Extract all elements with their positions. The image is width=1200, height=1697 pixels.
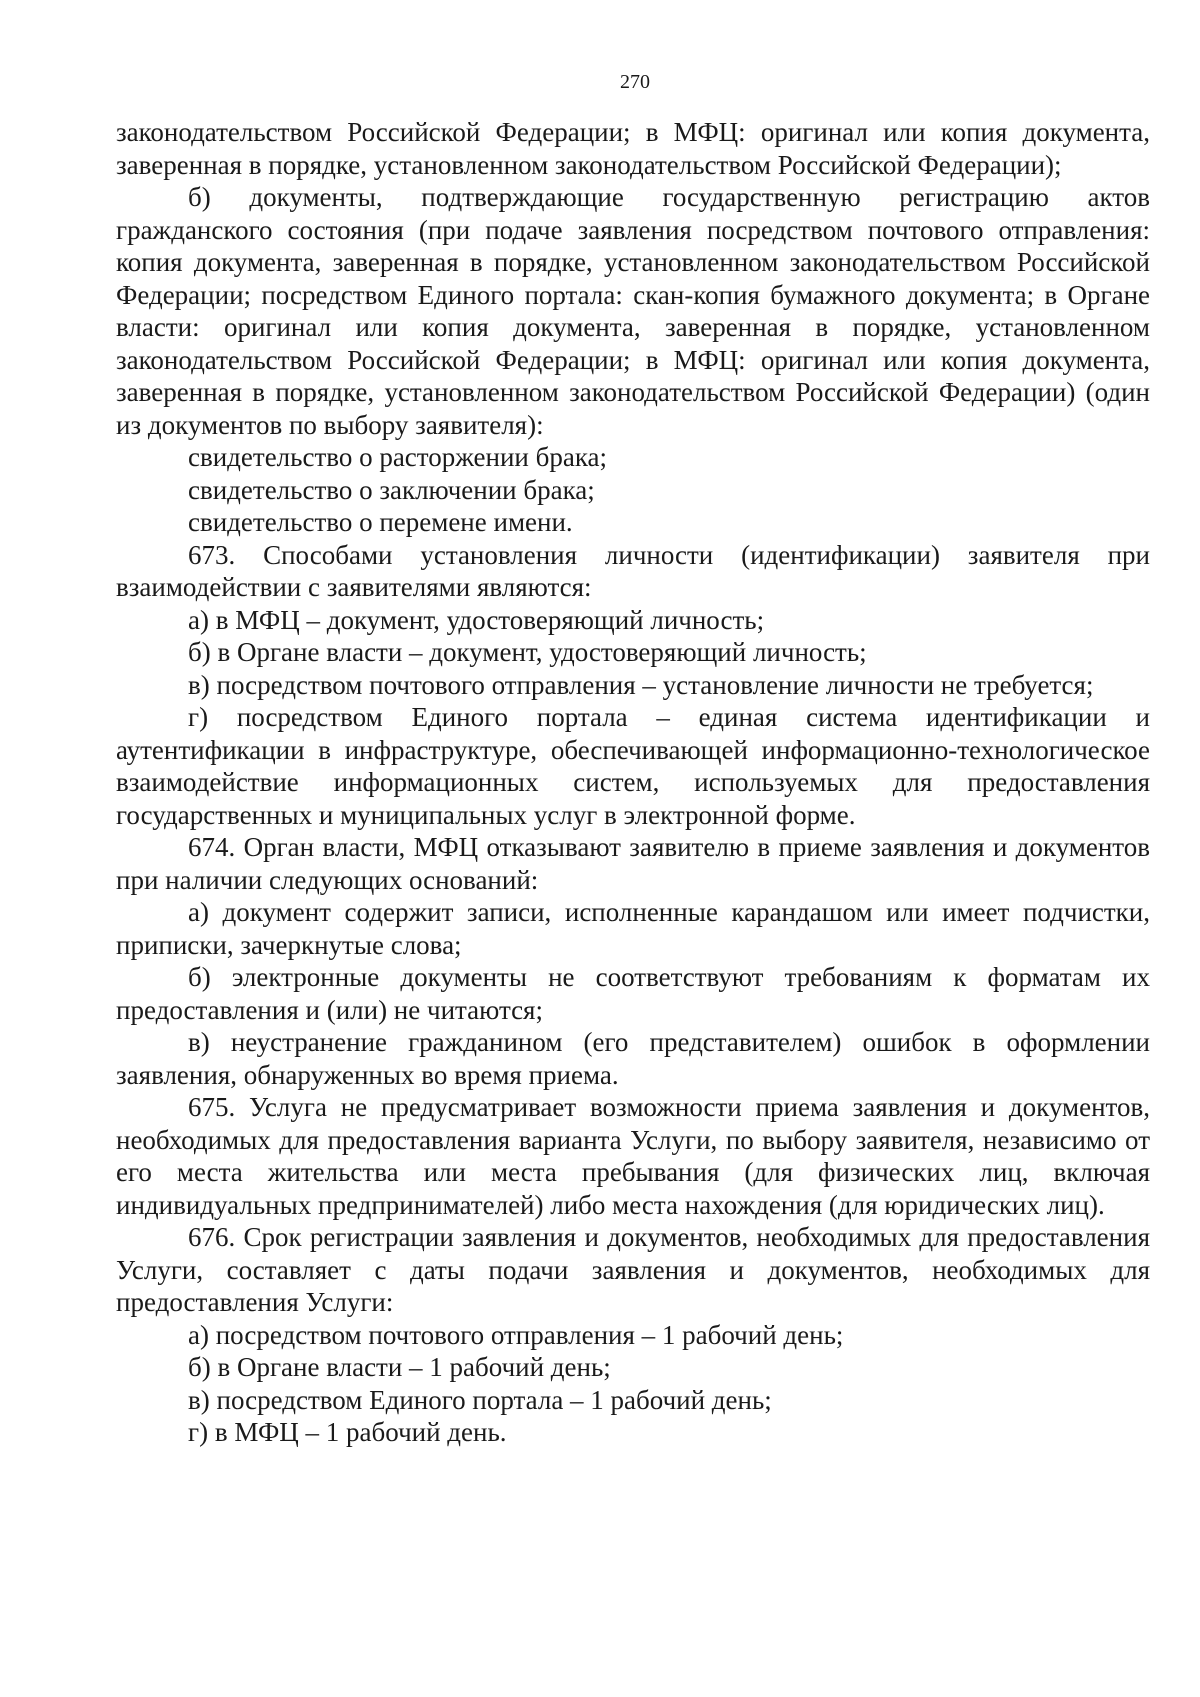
document-body xyxy=(116,116,1150,1449)
list-item-673-v: в) посредством почтового отправления – установление личности не требуется; xyxy=(188,669,1094,700)
list-item-673-a: а) в МФЦ – документ, удостоверяющий личность; xyxy=(188,604,765,635)
list-item-674-v: в) неустранение гражданином (его представителем) ошибок в оформлении заявления, обнаруженных во время приема. xyxy=(116,1027,1150,1090)
list-item-673-g: г) посредством Единого портала – единая система идентификации и аутентификации в инфраструктуре, обеспечивающей информационно-технологическое взаимодействие информационных систем, используемых для предоставления государственных и муниципальных услуг в электронной форме. xyxy=(116,702,1150,830)
paragraph-675: 675. Услуга не предусматривает возможности приема заявления и документов, необходимых для предоставления варианта Услуги, по выбору заявителя, независимо от его места жительства или места пребывания (для физических лиц, включая индивидуальных предпринимателей) либо места нахождения (для юридических лиц). xyxy=(116,1092,1150,1220)
paragraph-674: 674. Орган власти, МФЦ отказывают заявителю в приеме заявления и документов при наличии следующих оснований: xyxy=(116,832,1150,895)
list-item-marriage-certificate: свидетельство о заключении брака; xyxy=(188,474,595,505)
list-item-676-g: г) в МФЦ – 1 рабочий день. xyxy=(188,1417,507,1447)
list-item-674-a: а) документ содержит записи, исполненные карандашом или имеет подчистки, приписки, зачеркнутые слова; xyxy=(116,897,1150,960)
list-item-divorce-certificate: свидетельство о расторжении брака; xyxy=(188,442,608,472)
list-item-676-a: а) посредством почтового отправления – 1 рабочий день; xyxy=(188,1319,844,1350)
paragraph-continuation: законодательством Российской Федерации; в МФЦ: оригинал или копия документа, заверенная в порядке, установленном законодательством Российской Федерации); xyxy=(116,117,1150,180)
page-number: 270 xyxy=(620,71,650,93)
list-item-673-b: б) в Органе власти – документ, удостоверяющий личность; xyxy=(188,637,867,667)
list-item-674-b: б) электронные документы не соответствуют требованиям к форматам их предоставления и (или) не читаются; xyxy=(116,962,1150,1025)
paragraph-673: 673. Способами установления личности (идентификации) заявителя при взаимодействии с заявителями являются: xyxy=(116,539,1150,602)
paragraph-676: 676. Срок регистрации заявления и документов, необходимых для предоставления Услуги, составляет с даты подачи заявления и документов, необходимых для предоставления Услуги: xyxy=(116,1222,1150,1317)
paragraph-item-b-documents: б) документы, подтверждающие государственную регистрацию актов гражданского состояния (при подаче заявления посредством почтового отправления: копия документа, заверенная в порядке, установленном законодательством Российской Федерации; посредством Единого портала: скан-копия бумажного документа; в Органе власти: оригинал или копия документа, заверенная в порядке, установленном законодательством Российской Федерации; в МФЦ: оригинал или копия документа, заверенная в порядке, установленном законодательством Российской Федерации) (один из документов по выбору заявителя): xyxy=(116,182,1150,440)
list-item-676-b: б) в Органе власти – 1 рабочий день; xyxy=(188,1352,611,1382)
list-item-676-v: в) посредством Единого портала – 1 рабочий день; xyxy=(188,1384,772,1415)
list-item-name-change-certificate: свидетельство о перемене имени. xyxy=(188,507,573,537)
